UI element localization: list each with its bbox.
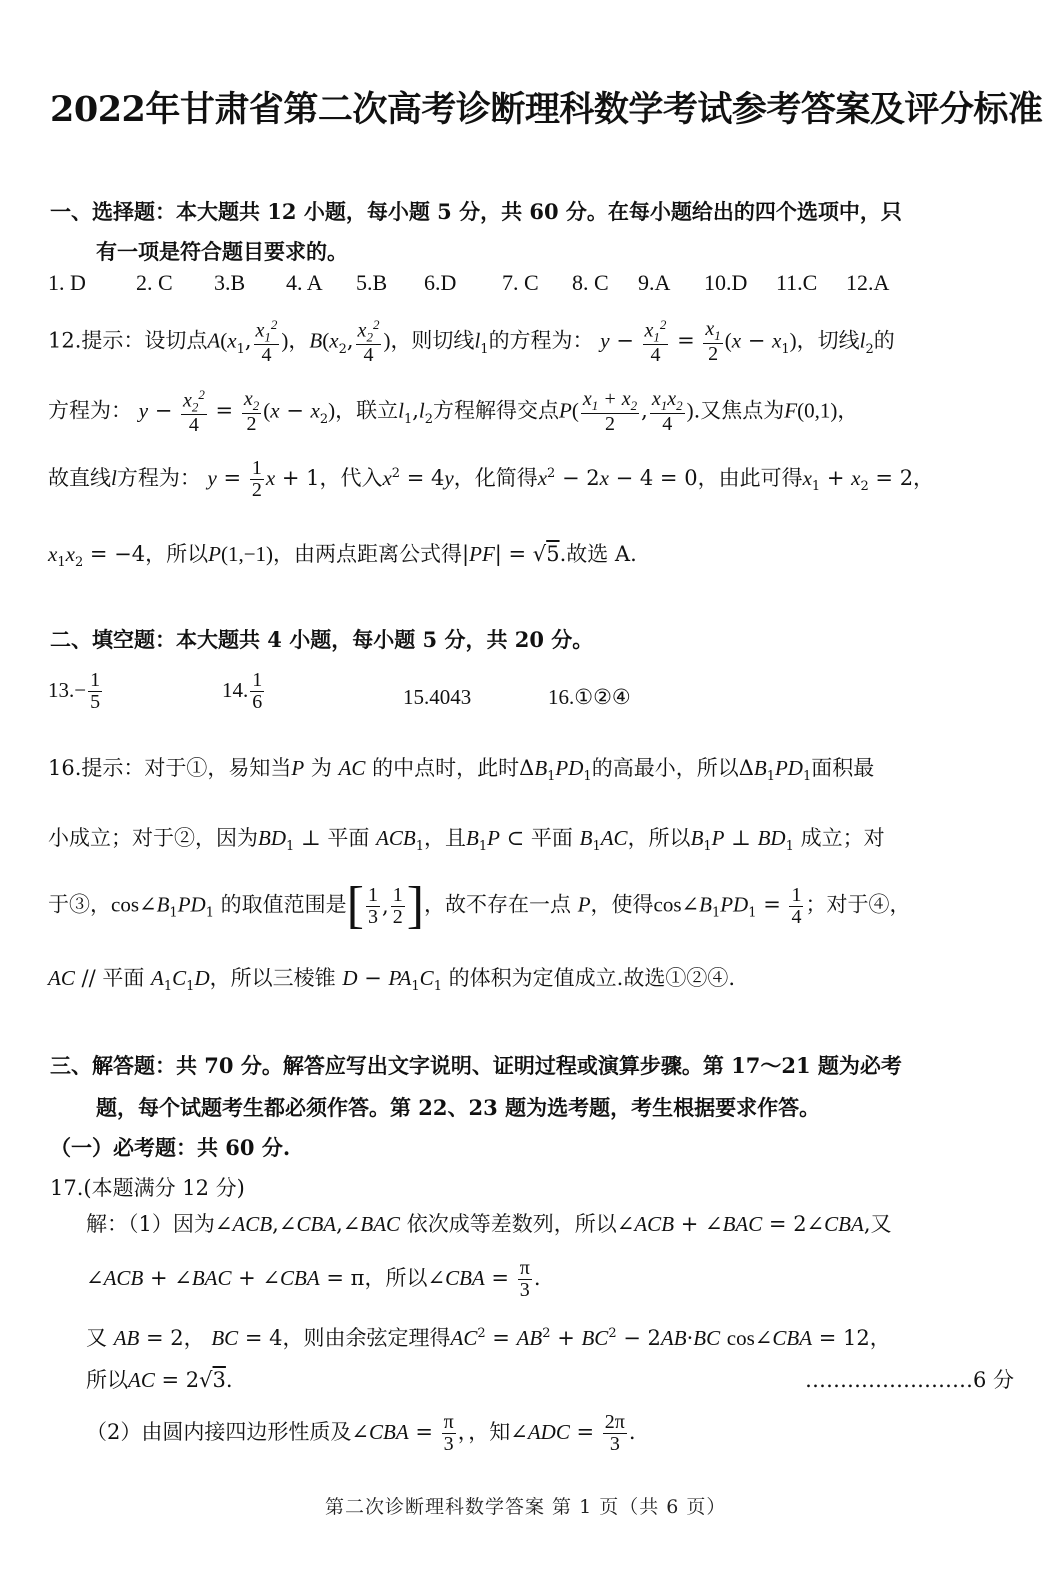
answer-11: 11.C [776, 270, 818, 295]
fill-answer-13: 13.− $\frac{1}{5}$ [48, 669, 101, 713]
fill-answer-16: 16.①②④ [548, 685, 631, 709]
q17-line2: ∠ACB + ∠BAC + ∠CBA = π，所以∠CBA = $\frac{\pi}{3}$ . [86, 1257, 541, 1301]
q17-line1: 解：（1）因为∠ACB,∠CBA,∠BAC 依次成等差数列，所以∠ACB + ∠BAC = 2∠CBA,又 [86, 1212, 892, 1236]
answer-12: 12.A [846, 270, 890, 295]
hint12-line1: 12.提示：设切点$A(x_1$, $\frac{x_1^2}{4}$ )，$B(x_2$, $\frac{x_2^2}{4}$ )，则切线$l_1$的方程为： y − $\frac{x_1^2}{4}$ = $\frac{x_1}{2}$ $(x - x_1)$，切线$l_2$的 [48, 317, 895, 367]
answer-10: 10.D [704, 270, 748, 295]
answer-4: 4. A [286, 270, 323, 295]
hint12-line3: 故直线l方程为： y = $\frac{1}{2}$ x + 1，代入$x^2 = 4y$，化简得$x^2 - 2x - 4 = 0$，由此可得$x_1 + x_2 = 2$， [48, 457, 935, 501]
section3-heading-line1: 三、解答题：共 70 分。解答应写出文字说明、证明过程或演算步骤。第 17～21 题为必考 [50, 1053, 902, 1078]
choice-answers [48, 270, 889, 296]
fill-answer-14: 14. $\frac{1}{6}$ [222, 669, 263, 713]
answer-9: 9.A [638, 270, 671, 295]
page-footer: 第二次诊断理科数学答案 第 1 页（共 6 页） [325, 1496, 727, 1518]
q17-line5: （2）由圆内接四边形性质及∠CBA = $\frac{\pi}{3}$ ，，知∠ADC = $\frac{2\pi}{3}$ . [86, 1411, 636, 1455]
q17-label: 17.(本题满分 12 分) [50, 1176, 245, 1200]
q17-line3: 又 AB = 2， BC = 4，则由余弦定理得$AC^2 = AB^2 + BC^2 - 2AB\cdot BC$ cos∠CBA = 12， [86, 1326, 891, 1350]
fill-answer-15: 15.4043 [403, 685, 472, 709]
answer-5: 5.B [356, 270, 388, 295]
page-title: 2022年甘肃省第二次高考诊断理科数学考试参考答案及评分标准 [50, 89, 1043, 130]
hint16-line4: AC // 平面 $A_1C_1D$，所以三棱锥 $D - PA_1C_1$ 的体积为定值成立.故选①②④. [48, 966, 736, 995]
section3-heading-line2: 题，每个试题考生都必须作答。第 22、23 题为选考题，考生根据要求作答。 [96, 1095, 821, 1120]
hint16-line3: 于③，$\cos\angle B_1PD_1$ 的取值范围是 [ $\frac{1}{3}$ , $\frac{1}{2}$ ] ，故不存在一点 P，使得$\cos\angle B_1PD_1$ = $\frac{1}{4}$ ；对于④， [48, 877, 911, 934]
section1-heading-line1: 一、选择题：本大题共 12 小题，每小题 5 分，共 60 分。在每小题给出的四个选项中，只 [50, 199, 902, 224]
hint12-line2: 方程为： y − $\frac{x_2^2}{4}$ = $\frac{x_2}{2}$ $(x - x_2)$，联立$l_1,l_2$方程解得交点P( $\frac{x_1 + x_2}{2}$ , $\frac{x_1x_2}{4}$ ).又焦点为F(0,1)， [48, 387, 859, 437]
hint16-line2: 小成立；对于②，因为$BD_1$ ⊥ 平面 $ACB_1$，且$B_1P$ ⊂ 平面 $B_1AC$，所以$B_1P$ ⊥ $BD_1$ 成立；对 [48, 826, 885, 855]
section3-subheading: （一）必考题：共 60 分. [50, 1135, 291, 1160]
answer-8: 8. C [572, 270, 609, 295]
answer-1: 1. D [48, 270, 86, 295]
answer-7: 7. C [502, 270, 539, 295]
answer-6: 6.D [424, 270, 457, 295]
q17-line4: 所以AC = 2√3. [86, 1368, 233, 1392]
hint12-line4: $x_1x_2 = -4$，所以P(1,−1)，由两点距离公式得|PF| = √5.故选 A. [48, 542, 637, 571]
answer-2: 2. C [136, 270, 173, 295]
answer-3: 3.B [214, 270, 246, 295]
section1-heading-line2: 有一项是符合题目要求的。 [96, 239, 348, 264]
q17-score: ……………………6 分 [805, 1368, 1015, 1392]
section2-heading: 二、填空题：本大题共 4 小题，每小题 5 分，共 20 分。 [50, 627, 594, 652]
hint16-line1: 16.提示：对于①，易知当P 为 AC 的中点时，此时$\Delta B_1PD_1$的高最小，所以$\Delta B_1PD_1$面积最 [48, 756, 875, 785]
